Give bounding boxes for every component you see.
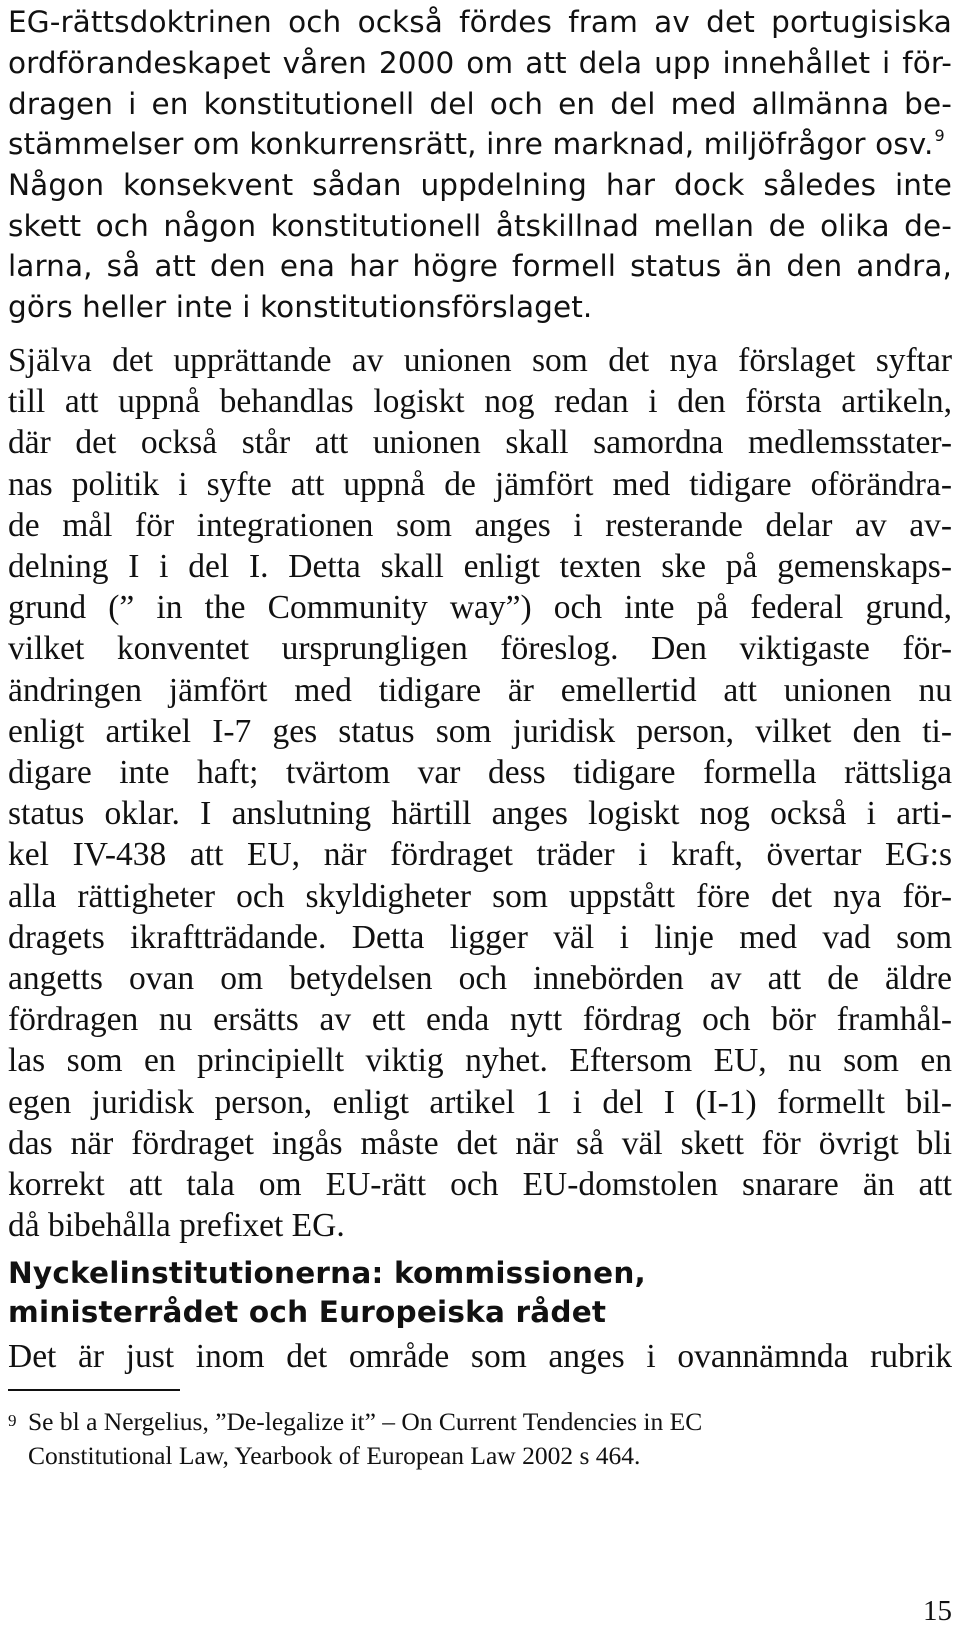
paragraph-3: Det är just inom det område som anges i ovannämnda rubrik bbox=[8, 1338, 952, 1375]
paragraph-line: status oklar. I anslutning härtill anges logiskt nog också i arti- bbox=[8, 795, 952, 832]
paragraph-line: dragen i en konstitutionell del och en del med allmänna be- bbox=[8, 87, 952, 121]
paragraph-line: grund (” in the Community way”) och inte på federal grund, bbox=[8, 589, 952, 626]
paragraph-line: Själva det upprättande av unionen som det nya förslaget syftar bbox=[8, 342, 952, 379]
paragraph-line: korrekt att tala om EU-rätt och EU-domstolen snarare än att bbox=[8, 1166, 952, 1203]
paragraph-line: dragets ikraftträdande. Detta ligger väl i linje med vad som bbox=[8, 919, 952, 956]
paragraph-line: kel IV-438 att EU, när fördraget träder i kraft, övertar EG:s bbox=[8, 836, 952, 873]
footnote-line-2: Constitutional Law, Yearbook of European Law 2002 s 464. bbox=[28, 1441, 641, 1470]
footnote-marker: 9 bbox=[8, 1411, 17, 1430]
paragraph-line: angetts ovan om betydelsen och innebörden av att de äldre bbox=[8, 960, 952, 997]
paragraph-line: larna, så att den ena har högre formell status än den andra, bbox=[8, 249, 952, 283]
paragraph-line: ordförandeskapet våren 2000 om att dela upp innehållet i för- bbox=[8, 46, 952, 80]
page-number: 15 bbox=[923, 1595, 952, 1627]
paragraph-line: skett och någon konstitutionell åtskillnad mellan de olika de- bbox=[8, 209, 952, 243]
section-heading-line-2: ministerrådet och Europeiska rådet bbox=[8, 1295, 607, 1329]
paragraph-line: digare inte haft; tvärtom var dess tidigare formella rättsliga bbox=[8, 754, 952, 791]
paragraph-line: egen juridisk person, enligt artikel 1 i del I (I-1) formellt bil- bbox=[8, 1084, 952, 1121]
paragraph-line: Någon konsekvent sådan uppdelning har dock således inte bbox=[8, 168, 952, 202]
paragraph-line: las som en principiellt viktig nyhet. Eftersom EU, nu som en bbox=[8, 1042, 952, 1079]
paragraph-line: vilket konventet ursprungligen föreslog. Den viktigaste för- bbox=[8, 630, 952, 667]
paragraph-line: alla rättigheter och skyldigheter som uppstått före det nya för- bbox=[8, 878, 952, 915]
paragraph-line-text: stämmelser om konkurrensrätt, inre marknad, miljöfrågor osv. bbox=[8, 127, 934, 161]
paragraph-line: nas politik i syfte att uppnå de jämfört med tidigare oförändra- bbox=[8, 466, 952, 503]
paragraph-line: ändringen jämfört med tidigare är emellertid att unionen nu bbox=[8, 672, 952, 709]
paragraph-line: das när fördraget ingås måste det när så väl skett för övrigt bli bbox=[8, 1125, 952, 1162]
paragraph-line: görs heller inte i konstitutionsförslaget. bbox=[8, 290, 593, 324]
paragraph-line: delning I i del I. Detta skall enligt texten ske på gemenskaps- bbox=[8, 548, 952, 585]
paragraph-line: enligt artikel I-7 ges status som juridisk person, vilket den ti- bbox=[8, 713, 952, 750]
paragraph-line: där det också står att unionen skall samordna medlemsstater- bbox=[8, 424, 952, 461]
paragraph-line: då bibehålla prefixet EG. bbox=[8, 1207, 345, 1244]
footnote-line-1: Se bl a Nergelius, ”De-legalize it” – On Current Tendencies in EC bbox=[28, 1407, 703, 1436]
paragraph-line: till att uppnå behandlas logiskt nog redan i den första artikeln, bbox=[8, 383, 952, 420]
footnote-reference[interactable]: 9 bbox=[934, 126, 945, 145]
footnote-divider bbox=[8, 1389, 180, 1391]
paragraph-line-with-footnote bbox=[8, 126, 952, 161]
section-heading-line-1: Nyckelinstitutionerna: kommissionen, bbox=[8, 1256, 646, 1290]
paragraph-line: de mål för integrationen som anges i resterande delar av av- bbox=[8, 507, 952, 544]
paragraph-line: fördragen nu ersätts av ett enda nytt fördrag och bör framhål- bbox=[8, 1001, 952, 1038]
paragraph-line: EG-rättsdoktrinen och också fördes fram av det portugisiska bbox=[8, 5, 952, 39]
